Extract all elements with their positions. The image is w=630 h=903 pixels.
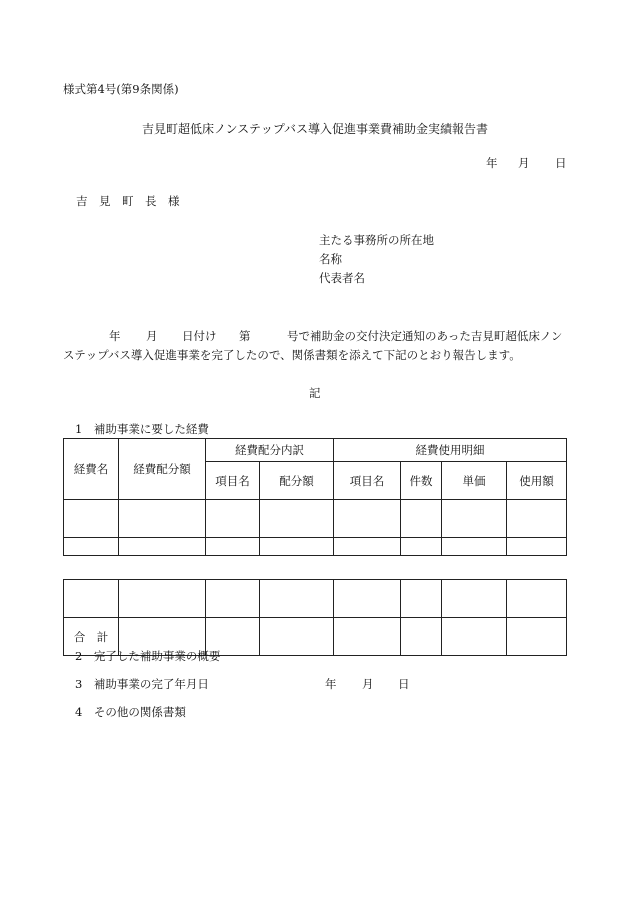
header-used: 使用額 <box>507 462 567 500</box>
header-haibun: 経費配分額 <box>119 439 206 500</box>
table-row <box>64 500 567 538</box>
body-line1-rest: 号で補助金の交付決定通知のあった吉見町超低床ノン <box>287 329 563 343</box>
header-keihi-name: 経費名 <box>64 439 119 500</box>
name-label: 名称 <box>319 252 342 266</box>
body-date: 日付け <box>182 329 217 343</box>
section4-heading: 4 その他の関係書類 <box>75 705 186 719</box>
body-line2: ステップバス導入促進事業を完了したので、関係書類を添えて下記のとおり報告します。 <box>63 348 521 362</box>
section3-month: 月 <box>362 677 374 691</box>
date-month: 月 <box>518 156 530 170</box>
table-row <box>64 538 567 556</box>
header-count: 件数 <box>401 462 442 500</box>
date-day: 日 <box>555 156 567 170</box>
header-amount: 配分額 <box>260 462 334 500</box>
document-title: 吉見町超低床ノンステップバス導入促進事業費補助金実績報告書 <box>142 122 488 136</box>
header-meisai: 経費使用明細 <box>334 439 567 462</box>
body-year: 年 <box>109 329 121 343</box>
ki-label: 記 <box>309 386 321 400</box>
body-month: 月 <box>146 329 158 343</box>
address-label: 主たる事務所の所在地 <box>319 233 434 247</box>
table-gap <box>64 556 567 580</box>
body-dai: 第 <box>239 329 251 343</box>
header-uchiwake: 経費配分内訳 <box>206 439 334 462</box>
addressee: 吉 見 町 長 様 <box>76 194 180 208</box>
section3-heading: 3 補助事業の完了年月日 <box>75 677 209 691</box>
form-number: 様式第4号(第9条関係) <box>63 82 179 96</box>
header-unit: 単価 <box>442 462 507 500</box>
header-item2: 項目名 <box>334 462 401 500</box>
section3-year: 年 <box>325 677 337 691</box>
date-year: 年 <box>486 156 498 170</box>
section3-day: 日 <box>398 677 410 691</box>
header-item1: 項目名 <box>206 462 260 500</box>
representative-label: 代表者名 <box>319 271 365 285</box>
table-row <box>64 580 567 618</box>
total-label: 合 計 <box>64 618 119 656</box>
section1-heading: 1 補助事業に要した経費 <box>75 422 209 436</box>
section2-heading: 2 完了した補助事業の概要 <box>75 649 221 663</box>
expense-table <box>63 438 567 656</box>
